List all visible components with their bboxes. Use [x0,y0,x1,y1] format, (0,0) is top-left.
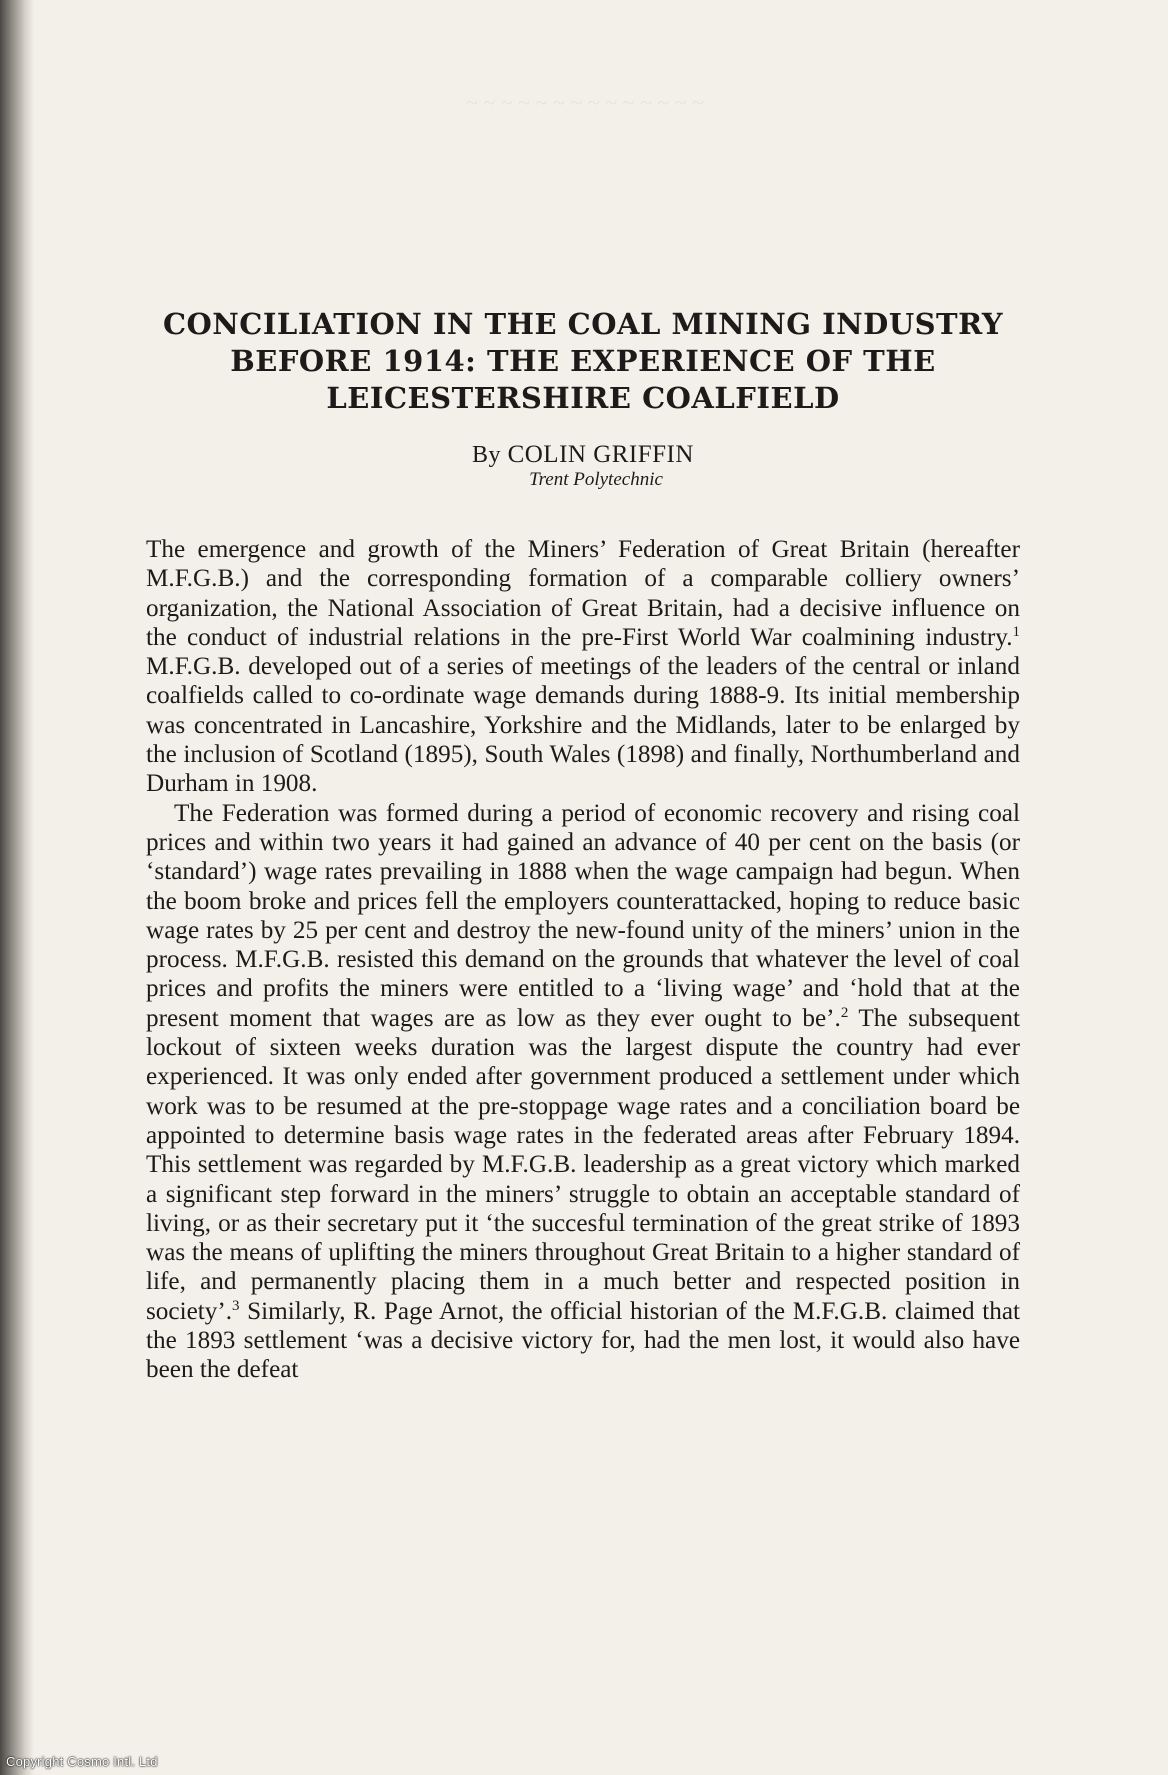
book-spine-shadow [0,0,34,1775]
byline [146,441,1020,469]
author-name: COLIN GRIFFIN [507,441,694,468]
paragraph-1 [146,535,1020,799]
paragraph-1-text-cont: M.F.G.B. developed out of a series of meetings of the leaders of the central or inland coalfields called to co-ordinate wage demands during 1888-9. Its initial membership was concentrated in Lancashire, Yorkshire and the Midlands, later to be enlarged by the inclusion of Scotland (1895), South Wales (1898) and finally, Northumberland and Durham in 1908. [146,653,1020,798]
article-page [146,306,1020,1385]
footnote-ref-2[interactable]: 2 [840,1004,849,1021]
title-line-2: BEFORE 1914: THE EXPERIENCE OF THE [230,344,936,378]
paragraph-2 [146,799,1020,1385]
byline-prefix: By [472,442,502,468]
footnote-ref-3[interactable]: 3 [232,1297,240,1314]
paragraph-1-text: The emergence and growth of the Miners’ Federation of Great Britain (hereafter M.F.G.B.) and the corresponding formation of a comparable colliery owners’ organization, the National Association of Great Britain, had a decisive influence on the conduct of industrial relations in the pre-First World War coalmining industry. [146,536,1020,651]
footnote-ref-1[interactable]: 1 [1012,623,1020,640]
title-line-3: LEICESTERSHIRE COALFIELD [326,381,840,415]
article-body [146,535,1020,1385]
paragraph-2-text-cont: The subsequent lockout of sixteen weeks duration was the largest dispute the country had ever experienced. It was only ended after government produced a settlement under which work was to be resumed at the pre-stoppage wage rates and a conciliation board be appointed to determine basis wage rates in the federated areas after February 1894. This settlement was regarded by M.F.G.B. leadership as a great victory which marked a significant step forward in the miners’ struggle to obtain an acceptable standard of living, or as their secretary put it ‘the succesful termination of the great strike of 1893 was the means of uplifting the miners throughout Great Britain to a higher standard of life, and permanently placing them in a much better and respected position in society’. [146,1004,1020,1325]
copyright-watermark: Copyright Cosmo Intl. Ltd [6,1754,158,1769]
paragraph-2-text-end: Similarly, R. Page Arnot, the official historian of the M.F.G.B. claimed that the 1893 settlement ‘was a decisive victory for, had the men lost, it would also have been the defeat [146,1297,1020,1384]
paragraph-2-text: The Federation was formed during a period of economic recovery and rising coal prices and within two years it had gained an advance of 40 per cent on the basis (or ‘standard’) wage rates prevailing in 1888 when the wage campaign had begun. When the boom broke and prices fell the employers counterattacked, hoping to reduce basic wage rates by 25 per cent and destroy the new-found unity of the miners’ union in the process. M.F.G.B. resisted this demand on the grounds that whatever the level of coal prices and profits the miners were entitled to a ‘living wage’ and ‘hold that at the present moment that wages are as low as they ever ought to be’. [146,799,1020,1032]
title-line-1: CONCILIATION IN THE COAL MINING INDUSTRY [162,307,1004,341]
author-affiliation: Trent Polytechnic [529,469,663,490]
show-through-header: ~ ~ ~ ~ ~ ~ ~ ~ ~ ~ ~ ~ ~ ~ [465,90,705,115]
article-title [146,306,1020,417]
